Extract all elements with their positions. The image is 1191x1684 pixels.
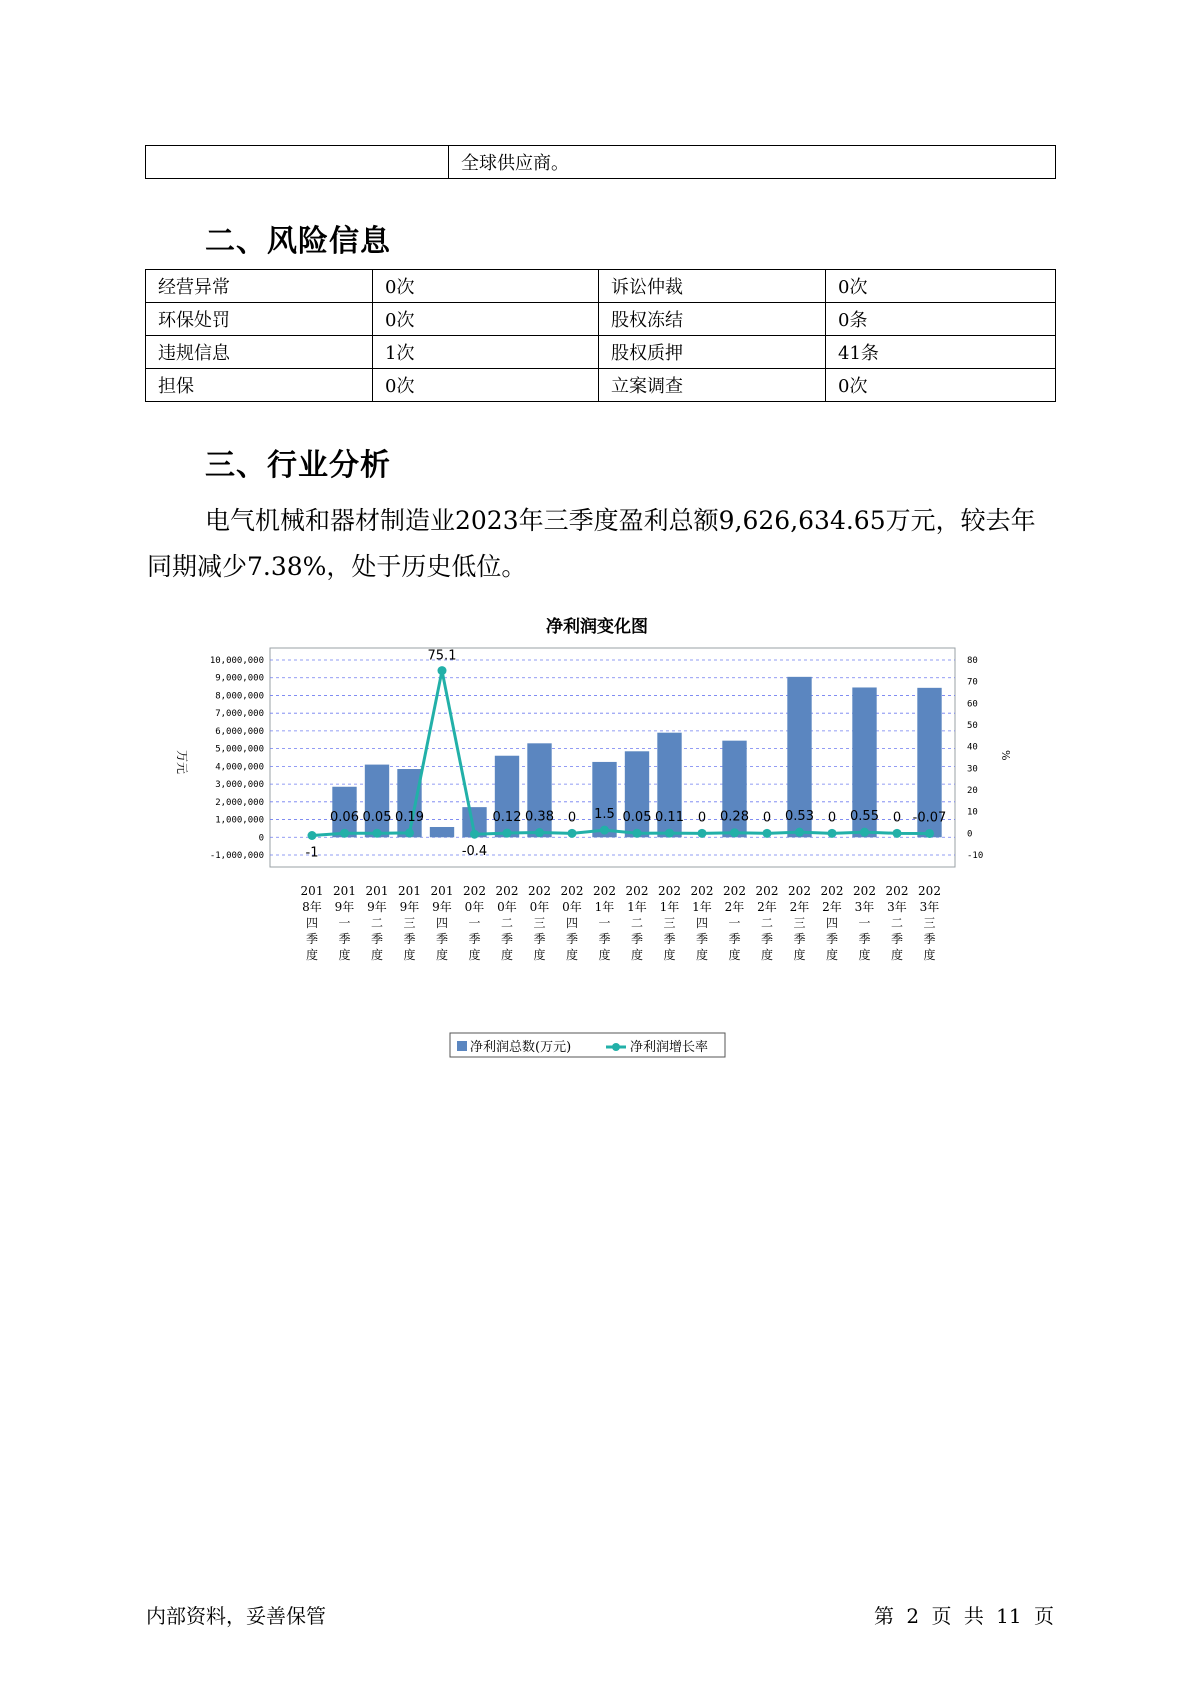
growth-data-label: -0.07 [912, 810, 947, 826]
growth-point [470, 830, 479, 839]
x-tick-label: 一 [468, 916, 481, 930]
x-tick-label: 202 [755, 884, 779, 898]
x-tick-label: 度 [793, 948, 806, 962]
x-tick-label: 3年 [854, 900, 875, 914]
y2-tick-label: -10 [967, 851, 984, 861]
y-tick-label: 10,000,000 [209, 656, 264, 666]
x-tick-label: 201 [430, 884, 454, 898]
x-tick-label: 季 [890, 932, 904, 946]
growth-point [925, 829, 934, 838]
y-tick-label: 3,000,000 [215, 780, 264, 791]
x-tick-label: 四 [825, 916, 839, 930]
growth-data-label: 0.11 [655, 810, 684, 826]
growth-point [730, 828, 739, 837]
x-tick-label: 二 [890, 916, 904, 930]
x-tick-label: 二 [370, 916, 384, 930]
growth-data-label: 1.5 [594, 807, 615, 823]
y-tick-label: 6,000,000 [215, 726, 264, 737]
growth-point [308, 831, 317, 840]
x-tick-label: 0年 [529, 900, 550, 914]
growth-point [795, 828, 804, 837]
supplier-table [145, 145, 1056, 179]
x-tick-label: 季 [923, 932, 936, 946]
chart-svg [170, 615, 1030, 1075]
x-tick-label: 度 [500, 948, 514, 962]
risk-label: 诉讼仲裁 [599, 270, 826, 303]
x-tick-label: 四 [305, 916, 319, 930]
risk-row [146, 369, 1056, 402]
y2-tick-label: 40 [967, 742, 978, 753]
growth-data-label: 0.06 [330, 810, 359, 826]
legend-bar-label: 净利润总数(万元) [470, 1040, 572, 1055]
x-tick-label: 季 [760, 932, 774, 946]
x-tick-label: 3年 [919, 900, 940, 914]
x-tick-label: 9年 [367, 900, 387, 914]
x-tick-label: 8年 [302, 900, 322, 914]
legend-line-label: 净利润增长率 [630, 1040, 709, 1055]
growth-data-label: 0 [892, 810, 902, 826]
risk-row [146, 270, 1056, 303]
y2-tick-label: 80 [967, 656, 978, 666]
x-tick-label: 度 [923, 948, 936, 962]
x-tick-label: 2年 [789, 900, 810, 914]
risk-value: 0次 [373, 369, 599, 402]
x-tick-label: 度 [598, 948, 611, 962]
chart-title: 净利润变化图 [546, 617, 648, 637]
y2-tick-label: 30 [967, 764, 978, 775]
x-tick-label: 四 [435, 916, 449, 930]
growth-data-label: 0.12 [492, 810, 522, 826]
x-tick-label: 201 [398, 884, 421, 898]
x-tick-label: 202 [723, 884, 746, 898]
x-tick-label: 202 [528, 884, 551, 898]
x-tick-label: 0年 [464, 900, 485, 914]
x-tick-label: 季 [403, 932, 416, 946]
x-tick-label: 季 [858, 932, 871, 946]
risk-value: 0条 [826, 303, 1056, 336]
x-tick-label: 3年 [887, 900, 907, 914]
supplier-cell-text: 全球供应商。 [449, 146, 1056, 179]
x-tick-label: 季 [533, 932, 546, 946]
x-tick-label: 度 [890, 948, 904, 962]
x-tick-label: 季 [305, 932, 319, 946]
x-tick-label: 季 [370, 932, 384, 946]
growth-data-label: 0.19 [395, 809, 424, 825]
x-tick-label: 9年 [334, 900, 355, 914]
y-axis-label: 万元 [175, 750, 189, 775]
growth-point [893, 829, 902, 838]
x-tick-label: 季 [500, 932, 514, 946]
x-tick-label: 季 [728, 932, 741, 946]
x-tick-label: 季 [825, 932, 839, 946]
net-profit-chart [170, 615, 1030, 1075]
x-tick-label: 0年 [497, 900, 517, 914]
y-tick-label: 5,000,000 [215, 744, 264, 755]
y-tick-label: -1,000,000 [209, 851, 264, 861]
y2-tick-label: 0 [967, 829, 973, 840]
growth-point [860, 828, 869, 837]
y2-tick-label: 50 [967, 721, 978, 731]
growth-point [405, 828, 414, 837]
x-tick-label: 度 [760, 948, 774, 962]
risk-value: 0次 [826, 369, 1056, 402]
growth-point [600, 826, 609, 835]
risk-value: 0次 [373, 303, 599, 336]
risk-label: 股权质押 [599, 336, 826, 369]
x-tick-label: 度 [435, 948, 449, 962]
x-tick-label: 度 [630, 948, 644, 962]
growth-data-label: 0 [697, 810, 707, 826]
footer-page-number: 第 2 页 共 11 页 [874, 1604, 1054, 1628]
x-tick-label: 1年 [594, 900, 615, 914]
growth-point [633, 829, 642, 838]
x-tick-label: 9年 [432, 900, 452, 914]
growth-data-label: 75.1 [427, 648, 457, 664]
x-tick-label: 三 [793, 916, 806, 930]
risk-label: 立案调查 [599, 369, 826, 402]
x-tick-label: 202 [495, 884, 519, 898]
growth-data-label: 0 [762, 810, 772, 826]
y-tick-label: 7,000,000 [215, 709, 264, 720]
growth-point [665, 829, 674, 838]
bar [430, 827, 454, 837]
x-tick-label: 一 [598, 916, 611, 930]
x-tick-label: 202 [885, 884, 909, 898]
x-tick-label: 一 [338, 916, 351, 930]
growth-point [568, 829, 577, 838]
growth-data-label: -0.4 [461, 844, 488, 860]
x-tick-label: 度 [728, 948, 741, 962]
x-tick-label: 2年 [724, 900, 745, 914]
x-tick-label: 季 [435, 932, 449, 946]
x-tick-label: 202 [853, 884, 876, 898]
growth-point [763, 829, 772, 838]
x-tick-label: 202 [593, 884, 616, 898]
y-tick-label: 1,000,000 [215, 815, 264, 826]
x-tick-label: 202 [690, 884, 714, 898]
growth-data-label: 0.05 [362, 810, 392, 826]
x-tick-label: 一 [728, 916, 741, 930]
growth-point [373, 829, 382, 838]
industry-heading: 三、行业分析 [205, 448, 391, 483]
x-tick-label: 季 [663, 932, 676, 946]
x-tick-label: 201 [300, 884, 324, 898]
x-tick-label: 季 [338, 932, 351, 946]
x-tick-label: 一 [858, 916, 871, 930]
growth-data-label: 0.05 [622, 810, 652, 826]
growth-data-label: 0.28 [720, 809, 749, 825]
x-tick-label: 二 [630, 916, 644, 930]
x-tick-label: 度 [403, 948, 416, 962]
x-tick-label: 三 [663, 916, 676, 930]
growth-data-label: 0.38 [525, 809, 554, 825]
bar [365, 765, 389, 838]
risk-heading: 二、风险信息 [205, 224, 391, 259]
legend-bar-swatch [457, 1041, 467, 1051]
risk-label: 担保 [146, 369, 373, 402]
risk-row [146, 336, 1056, 369]
growth-point [438, 666, 447, 675]
risk-value: 0次 [373, 270, 599, 303]
x-tick-label: 度 [533, 948, 546, 962]
y2-tick-label: 70 [967, 677, 978, 688]
x-tick-label: 2年 [757, 900, 777, 914]
growth-data-label: 0.55 [850, 809, 879, 825]
risk-label: 违规信息 [146, 336, 373, 369]
x-tick-label: 度 [305, 948, 319, 962]
risk-table [145, 269, 1056, 402]
x-tick-label: 度 [663, 948, 676, 962]
x-tick-label: 度 [858, 948, 871, 962]
y-tick-label: 8,000,000 [215, 691, 264, 702]
y2-axis-label: % [999, 750, 1012, 761]
x-tick-label: 0年 [562, 900, 582, 914]
x-tick-label: 1年 [692, 900, 712, 914]
x-tick-label: 202 [820, 884, 844, 898]
x-tick-label: 度 [825, 948, 839, 962]
x-tick-label: 四 [695, 916, 709, 930]
x-tick-label: 度 [565, 948, 579, 962]
x-tick-label: 度 [695, 948, 709, 962]
x-tick-label: 1年 [627, 900, 647, 914]
y2-tick-label: 60 [967, 699, 978, 710]
risk-value: 0次 [826, 270, 1056, 303]
x-tick-label: 三 [533, 916, 546, 930]
x-tick-label: 2年 [822, 900, 842, 914]
growth-point [503, 829, 512, 838]
x-tick-label: 季 [598, 932, 611, 946]
y2-tick-label: 10 [967, 807, 978, 818]
x-tick-label: 季 [630, 932, 644, 946]
risk-label: 股权冻结 [599, 303, 826, 336]
x-tick-label: 度 [468, 948, 481, 962]
x-tick-label: 二 [760, 916, 774, 930]
x-tick-label: 二 [500, 916, 514, 930]
x-tick-label: 季 [793, 932, 806, 946]
growth-point [828, 829, 837, 838]
growth-data-label: 0.53 [785, 809, 814, 825]
x-tick-label: 度 [338, 948, 351, 962]
x-tick-label: 三 [403, 916, 416, 930]
x-tick-label: 201 [333, 884, 356, 898]
x-tick-label: 202 [918, 884, 941, 898]
growth-data-label: 0 [827, 810, 837, 826]
risk-value: 41条 [826, 336, 1056, 369]
x-tick-label: 季 [565, 932, 579, 946]
x-tick-label: 度 [370, 948, 384, 962]
risk-label: 经营异常 [146, 270, 373, 303]
x-tick-label: 202 [788, 884, 811, 898]
x-tick-label: 三 [923, 916, 936, 930]
risk-row [146, 303, 1056, 336]
footer-confidential: 内部资料，妥善保管 [146, 1604, 326, 1628]
x-tick-label: 201 [365, 884, 389, 898]
growth-data-label: 0 [567, 810, 577, 826]
x-tick-label: 202 [658, 884, 681, 898]
growth-point [698, 829, 707, 838]
growth-data-label: -1 [305, 845, 319, 861]
x-tick-label: 四 [565, 916, 579, 930]
industry-paragraph: 电气机械和器材制造业2023年三季度盈利总额9,626,634.65万元，较去年同期减少7.38%，处于历史低位。 [147, 506, 1036, 581]
risk-value: 1次 [373, 336, 599, 369]
x-tick-label: 季 [468, 932, 481, 946]
x-tick-label: 202 [560, 884, 584, 898]
y-tick-label: 9,000,000 [215, 673, 264, 684]
legend-line-marker [612, 1043, 620, 1051]
risk-label: 环保处罚 [146, 303, 373, 336]
x-tick-label: 9年 [399, 900, 420, 914]
y2-tick-label: 20 [967, 786, 978, 796]
supplier-cell-empty [146, 146, 449, 179]
y-tick-label: 2,000,000 [215, 797, 264, 808]
growth-point [340, 829, 349, 838]
x-tick-label: 季 [695, 932, 709, 946]
x-tick-label: 202 [625, 884, 649, 898]
growth-point [535, 828, 544, 837]
x-tick-label: 1年 [659, 900, 680, 914]
y-tick-label: 4,000,000 [215, 762, 264, 773]
y-tick-label: 0 [258, 833, 264, 844]
x-tick-label: 202 [463, 884, 486, 898]
